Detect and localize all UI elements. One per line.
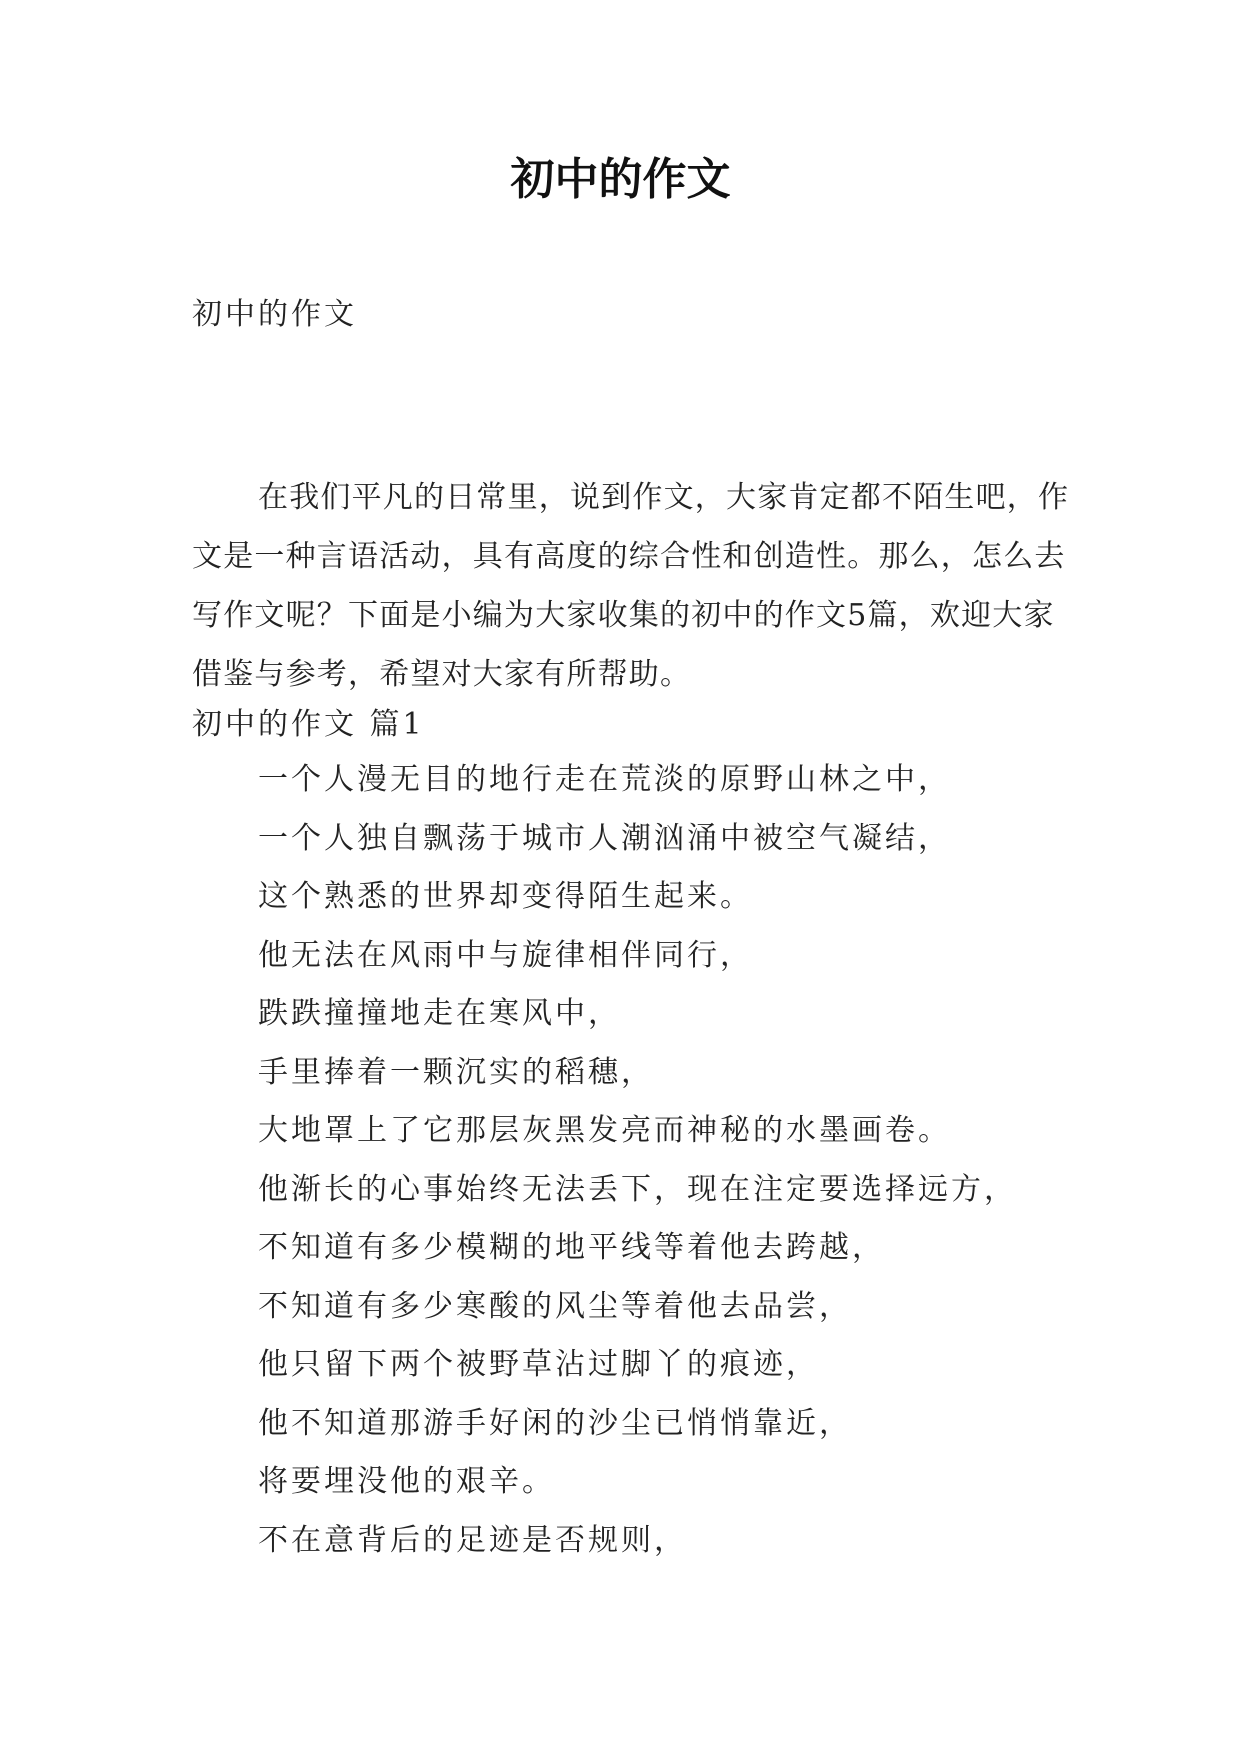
poem-line: 他无法在风雨中与旋律相伴同行， [258,937,753,973]
poem-line: 这个熟悉的世界却变得陌生起来。 [258,879,753,914]
poem-line: 他渐长的心事始终无法丢下，现在注定要选择远方， [258,1171,1017,1207]
poem-line: 大地罩上了它那层灰黑发亮而神秘的水墨画卷。 [258,1113,951,1148]
poem-line: 将要埋没他的艰辛。 [258,1464,555,1499]
poem-line: 一个人独自飘荡于城市人潮汹涌中被空气凝结， [258,820,951,856]
poem-lines [258,760,1098,1579]
section-heading: 初中的作文 篇1 [192,707,425,742]
poem-line: 不知道有多少模糊的地平线等着他去跨越， [258,1230,885,1265]
intro-paragraph: 在我们平凡的日常里，说到作文，大家肯定都不陌生吧，作文是一种言语活动，具有高度的综合性和创造性。那么，怎么去写作文呢？下面是小编为大家收集的初中的作文5篇，欢迎大家借鉴与参考，希望对大家有所帮助。 [192,480,1070,692]
poem-line: 手里捧着一颗沉实的稻穗， [258,1054,654,1090]
poem-line: 他不知道那游手好闲的沙尘已悄悄靠近， [258,1405,852,1441]
poem-line: 不在意背后的足迹是否规则， [258,1522,687,1558]
poem-line: 一个人漫无目的地行走在荒淡的原野山林之中， [258,762,951,797]
poem-line: 不知道有多少寒酸的风尘等着他去品尝， [258,1288,852,1324]
poem-line: 跌跌撞撞地走在寒风中， [258,996,621,1031]
document-subtitle: 初中的作文 [192,297,357,332]
intro-paragraph-block [192,468,1072,704]
document-title: 初中的作文 [510,154,731,205]
poem-line: 他只留下两个被野草沾过脚丫的痕迹， [258,1347,819,1382]
